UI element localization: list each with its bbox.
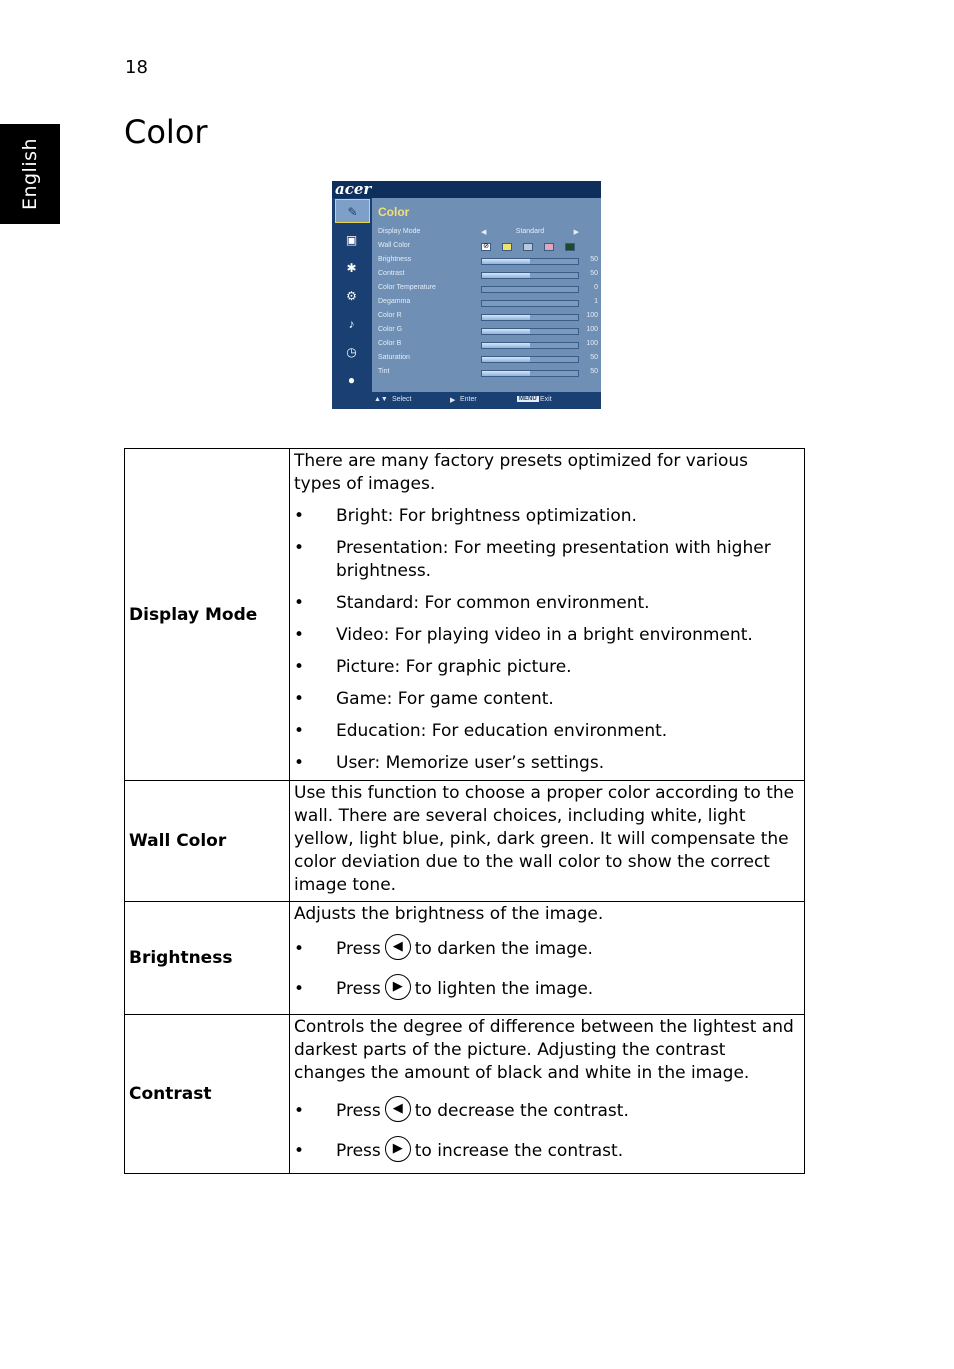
list-item: • Video: For playing video in a bright environment. (294, 625, 753, 645)
osd-row-label: Display Mode (378, 228, 421, 235)
osd-menu-screenshot (332, 181, 601, 409)
display-mode-list (294, 505, 796, 775)
osd-row-label: Color R (378, 312, 402, 319)
osd-row (378, 311, 598, 323)
wall-color-swatch: ⊘ (481, 243, 491, 251)
osd-row (378, 353, 598, 365)
table-row (125, 781, 805, 902)
setting-icon: ⚙ (346, 289, 357, 303)
osd-row-label: Color B (378, 340, 402, 347)
osd-slider-bar (481, 286, 579, 293)
osd-slider-bar (481, 300, 579, 307)
left-button-icon: ◀ (385, 934, 411, 960)
osd-row-label: Wall Color (378, 242, 411, 249)
list-item: • Press ◀ to darken the image. (294, 938, 796, 961)
osd-slider-bar (481, 342, 579, 349)
osd-slider-fill (482, 329, 530, 334)
term-brightness: Brightness (125, 902, 290, 1015)
osd-row-value: 50 (590, 368, 598, 375)
osd-slider-bar (481, 356, 579, 363)
list-item: • User: Memorize user’s settings. (294, 753, 605, 773)
desc-display-mode (290, 449, 805, 781)
desc-contrast (290, 1015, 805, 1174)
osd-row-value: 50 (590, 354, 598, 361)
list-item: • Presentation: For meeting presentation with higher brightness. (294, 538, 771, 581)
list-item: • Education: For education environment. (294, 721, 668, 741)
osd-slider-bar (481, 328, 579, 335)
osd-footer-exit: Exit (540, 396, 552, 403)
osd-row-label: Degamma (378, 298, 411, 305)
desc-wall-color (290, 781, 805, 902)
table-row (125, 1015, 805, 1174)
osd-row-label: Brightness (378, 256, 412, 263)
osd-row (378, 297, 598, 309)
osd-row (378, 283, 598, 295)
osd-slider-fill (482, 371, 530, 376)
list-item: • Press ◀ to decrease the contrast. (294, 1100, 796, 1123)
osd-slider-fill (482, 273, 530, 278)
brightness-list (294, 938, 796, 1001)
up-down-arrow-icon: ▲▼ (374, 396, 388, 403)
osd-slider-fill (482, 357, 530, 362)
osd-row-value: 0 (594, 284, 598, 291)
contrast-list (294, 1100, 796, 1163)
menu-key-icon: MENU (519, 396, 537, 402)
osd-slider-bar (481, 314, 579, 321)
wall-color-swatch (523, 243, 533, 251)
management-icon: ✱ (346, 261, 357, 275)
osd-row (378, 367, 598, 379)
wall-color-swatch (544, 243, 554, 251)
list-item: • Press ▶ to lighten the image. (294, 978, 796, 1001)
table-row (125, 902, 805, 1015)
language-tab (0, 124, 60, 224)
osd-row (378, 339, 598, 351)
term-wall-color: Wall Color (125, 781, 290, 902)
osd-header (332, 181, 601, 198)
color-settings-table (124, 448, 805, 1174)
osd-row-value: 100 (586, 312, 598, 319)
brightness-intro: Adjusts the brightness of the image. (294, 904, 604, 924)
wall-color-swatch (502, 243, 512, 251)
desc-brightness (290, 902, 805, 1015)
left-button-icon: ◀ (385, 1096, 411, 1122)
color-icon: ✎ (335, 199, 370, 223)
osd-section-title: Color (378, 205, 410, 219)
osd-row-value: 100 (586, 340, 598, 347)
osd-footer-enter: Enter (460, 396, 477, 403)
term-display-mode: Display Mode (125, 449, 290, 781)
osd-row-label: Contrast (378, 270, 405, 277)
osd-footer-select: Select (392, 396, 412, 403)
osd-slider-fill (482, 259, 530, 264)
display-mode-intro: There are many factory presets optimized for various types of images. (294, 451, 749, 494)
osd-row-label: Color Temperature (378, 284, 436, 291)
osd-row-value: 100 (586, 326, 598, 333)
image-icon: ▣ (345, 233, 358, 247)
page-number: 18 (125, 57, 148, 78)
list-item: • Bright: For brightness optimization. (294, 506, 637, 526)
osd-row-value: 50 (590, 256, 598, 263)
right-arrow-icon: ▶ (573, 229, 579, 236)
osd-row-label: Saturation (378, 354, 410, 361)
acer-logo: acer (335, 180, 372, 198)
language-icon: ● (347, 373, 356, 387)
table-row (125, 449, 805, 781)
osd-row-value: 1 (594, 298, 598, 305)
audio-icon: ♪ (348, 317, 355, 331)
language-tab-label: English (19, 137, 41, 211)
osd-row (378, 269, 598, 281)
osd-row (378, 255, 598, 267)
osd-footer (332, 392, 601, 409)
wall-color-text: Use this function to choose a proper color according to the wall. There are several choices, including white, light yellow, light blue, pink, dark green. It will compensate the color deviation due to the wall color to show the correct image tone. (294, 783, 795, 895)
list-item: • Picture: For graphic picture. (294, 657, 572, 677)
right-button-icon: ▶ (385, 974, 411, 1000)
osd-row (378, 227, 598, 239)
page-title: Color (124, 113, 208, 151)
osd-slider-fill (482, 315, 530, 320)
contrast-intro: Controls the degree of difference between the lightest and darkest parts of the picture. Adjusting the contrast changes the amount of black and white in the image. (294, 1017, 794, 1083)
osd-sidebar (332, 198, 372, 392)
wall-color-swatch (565, 243, 575, 251)
list-item: • Game: For game content. (294, 689, 554, 709)
osd-row (378, 325, 598, 337)
osd-row-label: Tint (378, 368, 390, 375)
osd-slider-bar (481, 258, 579, 265)
timer-icon: ◷ (346, 345, 357, 359)
osd-row (378, 241, 598, 253)
osd-row-value: 50 (590, 270, 598, 277)
right-arrow-icon: ▶ (450, 397, 456, 404)
osd-slider-fill (482, 343, 530, 348)
osd-slider-bar (481, 370, 579, 377)
osd-row-label: Color G (378, 326, 403, 333)
right-button-icon: ▶ (385, 1136, 411, 1162)
list-item: • Standard: For common environment. (294, 593, 650, 613)
term-contrast: Contrast (125, 1015, 290, 1174)
osd-slider-bar (481, 272, 579, 279)
list-item: • Press ▶ to increase the contrast. (294, 1140, 796, 1163)
display-mode-value: Standard (515, 228, 545, 235)
left-arrow-icon: ◀ (481, 229, 487, 236)
